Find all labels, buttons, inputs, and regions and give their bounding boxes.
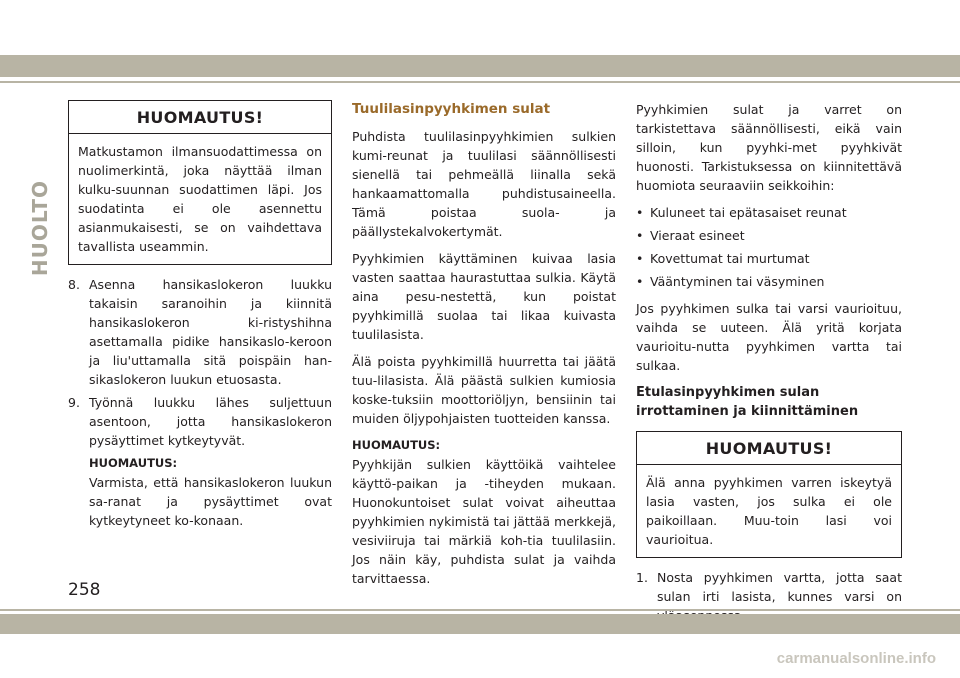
step-text: Asenna hansikaslokeron luukku takaisin saranoihin ja kiinnitä hansikaslokeron ki-ristyshihna asettamalla pidike hansikaslo-keroon ja liu'uttamalla sitä poispäin han-sikaslokeron luukun etuosasta. xyxy=(89,277,332,387)
notice-body: Matkustamon ilmansuodattimessa on nuolimerkintä, joka näyttää ilman kulku-suunnan suodattimen läpi. Jos suodatinta ei ole asennettu asianmukaisesti, se on vaihdettava tavallista useammin. xyxy=(78,144,322,254)
paragraph: Puhdista tuulilasinpyyhkimien sulkien kumi-reunat ja tuulilasi säännöllisesti sienellä tai pehmeällä liinalla sekä hankaamattomalla puhdistusaineella. Tämä poistaa suola- ja päällystekalvokertymät. xyxy=(352,129,616,239)
bullet-item: • Kuluneet tai epätasaiset reunat xyxy=(636,205,847,220)
paragraph: Pyyhkimien sulat ja varret on tarkistettava säännöllisesti, eikä vain silloin, kun pyyhki-met pyyhkivät huonosti. Tarkistuksessa on kiinnitettävä huomiota seuraaviin seikkoihin: xyxy=(636,102,902,193)
bullet-list xyxy=(636,203,902,291)
step-number: 1. xyxy=(636,570,648,585)
step-text: Työnnä luukku lähes suljettuun asentoon, jotta hansikaslokeron pysäyttimet kytkeytyvät. xyxy=(89,395,332,448)
bullet-item: • Kovettumat tai murtumat xyxy=(636,251,810,266)
paragraph: Jos pyyhkimen sulka tai varsi vaurioituu, vaihda se uuteen. Älä yritä korjata vaurioitu-nutta pyyhkimen vartta tai sulkaa. xyxy=(636,301,902,373)
bullet-icon: • xyxy=(636,228,644,243)
column-1 xyxy=(68,100,332,530)
header-band xyxy=(0,55,960,77)
notice-title: HUOMAUTUS! xyxy=(69,101,331,134)
note-heading: HUOMAUTUS: xyxy=(352,438,441,452)
footer-rule xyxy=(0,609,960,611)
header-rule xyxy=(0,81,960,83)
notice-box xyxy=(68,100,332,265)
step-number: 8. xyxy=(68,277,80,292)
notice-body: Älä anna pyyhkimen varren iskeytyä lasia vasten, jos sulka ei ole paikoillaan. Muu-toin lasi voi vaurioitua. xyxy=(646,475,892,547)
bullet-icon: • xyxy=(636,251,644,266)
step-item xyxy=(68,275,332,389)
footer-band xyxy=(0,614,960,634)
column-3 xyxy=(636,100,902,629)
section-heading: Tuulilasinpyyhkimen sulat xyxy=(352,101,551,117)
step-number: 9. xyxy=(68,395,80,410)
subsection-heading: Etulasinpyyhkimen sulan irrottaminen ja kiinnittäminen xyxy=(636,385,859,419)
note-text: Pyyhkijän sulkien käyttöikä vaihtelee käyttö-paikan ja -tiheyden mukaan. Huonokuntoiset sulat voivat aiheuttaa pyyhkimien nykimistä tai jättää merkkejä, vesiviiruja tai märkiä koh-tia tuulilasiin. Jos näin käy, puhdista sulat ja vaihda tarvittaessa. xyxy=(352,457,616,586)
bullet-icon: • xyxy=(636,205,644,220)
column-2 xyxy=(352,100,616,588)
paragraph: Älä poista pyyhkimillä huurretta tai jäätä tuu-lilasista. Älä päästä sulkien kumiosia koske-tuksiin moottoriöljyn, bensiinin tai muiden öljypohjaisten tuotteiden kanssa. xyxy=(352,354,616,426)
step-text: Nosta pyyhkimen vartta, jotta saat sulan irti lasista, kunnes varsi on xyxy=(657,570,902,604)
step-item xyxy=(68,393,332,450)
section-tab: HUOLTO xyxy=(28,180,52,277)
note-text: Varmista, että hansikaslokeron luukun sa-ranat ja pysäyttimet ovat kytkeytyneet ko-konaan. xyxy=(89,475,332,528)
watermark: carmanualsonline.info xyxy=(776,650,936,667)
notice-title: HUOMAUTUS! xyxy=(637,432,901,465)
notice-box xyxy=(636,431,902,558)
bullet-item: • Vääntyminen tai väsyminen xyxy=(636,274,825,289)
bullet-item: • Vieraat esineet xyxy=(636,228,745,243)
bullet-icon: • xyxy=(636,274,644,289)
page-number: 258 xyxy=(68,580,101,600)
note-block xyxy=(68,454,332,530)
paragraph: Pyyhkimien käyttäminen kuivaa lasia vasten saattaa haurastuttaa sulkia. Käytä aina pesu-nestettä, kun poistat pyyhkimillä suolaa tai likaa kuivasta tuulilasista. xyxy=(352,251,616,342)
note-heading: HUOMAUTUS: xyxy=(89,456,178,470)
